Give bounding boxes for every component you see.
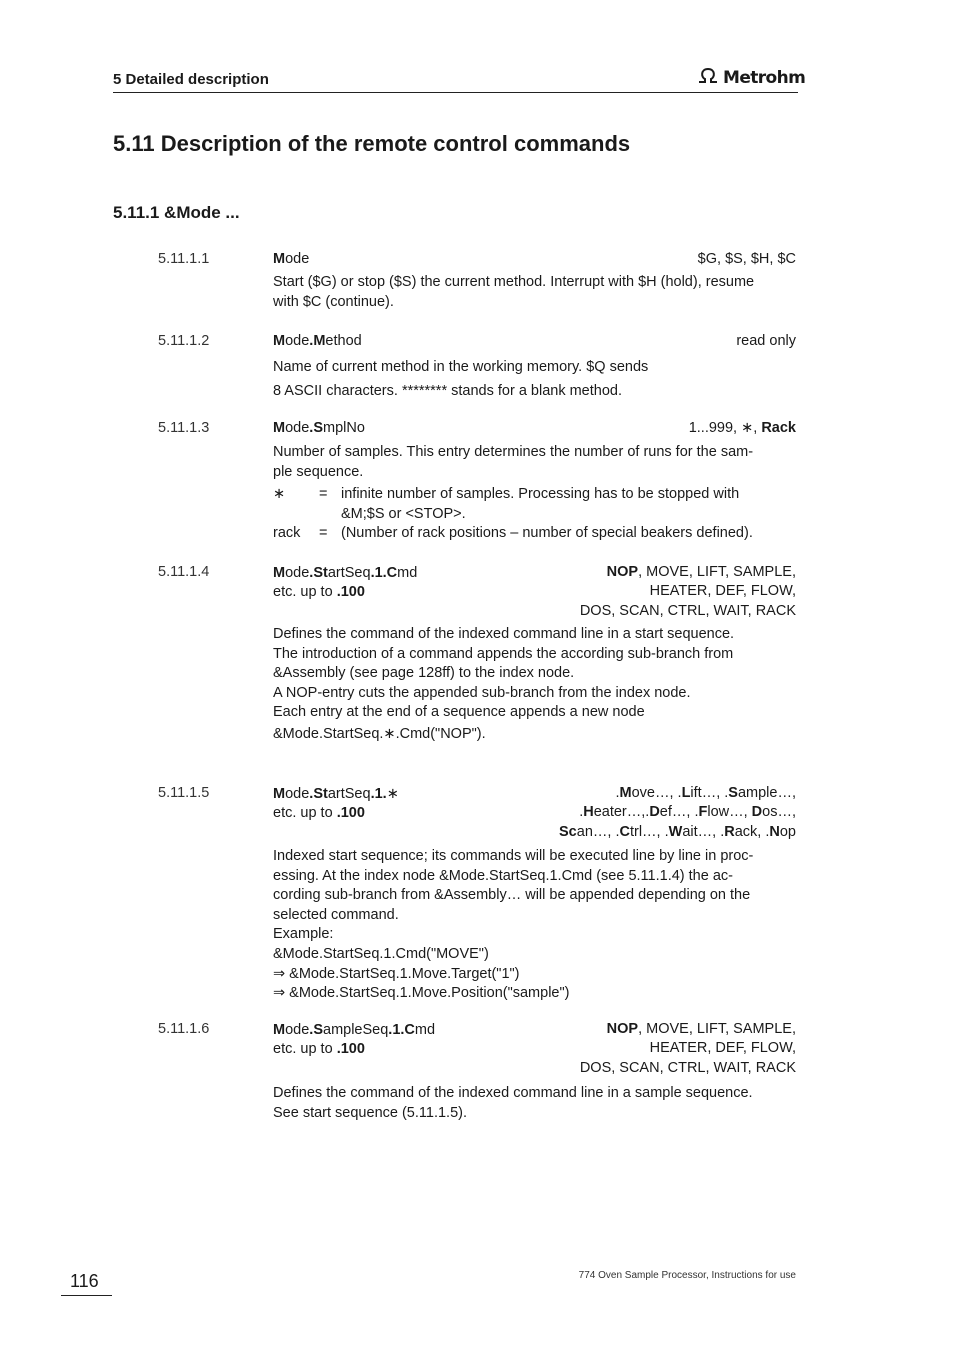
footer-rule [61, 1295, 112, 1296]
command-values: $G, $S, $H, $C [697, 251, 796, 267]
running-header-section: 5 Detailed description [113, 71, 269, 88]
command-values: NOP, MOVE, LIFT, SAMPLE, HEATER, DEF, FLOW, DOS, SCAN, CTRL, WAIT, RACK [579, 1021, 796, 1076]
command-name: Mode.StartSeq.1.∗ etc. up to .100 [273, 786, 399, 822]
page-number: 116 [70, 1271, 99, 1291]
entry-number: 5.11.1.3 [158, 420, 210, 436]
entry-number: 5.11.1.2 [158, 333, 210, 349]
brand-logo [697, 66, 805, 89]
entry-description: Indexed start sequence; its commands will be executed line by line in proc- essing. At the index node &Mode.StartSeq.1.Cmd (see 5.11.1.4) the ac- cording sub-branch from &Assembly… will be appended depending on the selected command. Example: &Mode.StartSeq.1.Cmd("MOVE") ⇒ &Mode.StartSeq.1.Move.Target("1") ⇒ &Mode.StartSeq.1.Move.Position("sample") [273, 848, 754, 1002]
section-title: 5.11 Description of the remote control commands [113, 131, 631, 156]
entry-number: 5.11.1.4 [158, 564, 210, 580]
command-name: Mode.SampleSeq.1.Cmd etc. up to .100 [273, 1022, 436, 1058]
definition-item: ∗ = infinite number of samples. Processing has to be stopped with [273, 486, 740, 502]
command-name: Mode.StartSeq.1.Cmd etc. up to .100 [273, 565, 418, 601]
command-values: 1...999, ∗, Rack [688, 420, 796, 436]
command-values: .Move…, .Lift…, .Sample…, .Heater…,.Def…, .Flow…, Dos…, Scan…, .Ctrl…, .Wait…, .Rack, .Nop [559, 785, 796, 840]
command-values: NOP, MOVE, LIFT, SAMPLE, HEATER, DEF, FLOW, DOS, SCAN, CTRL, WAIT, RACK [579, 564, 796, 619]
entry-number: 5.11.1.5 [158, 785, 210, 801]
document-title: 774 Oven Sample Processor, Instructions for use [578, 1270, 796, 1281]
header-rule [113, 92, 798, 93]
entry-number: 5.11.1.6 [158, 1021, 210, 1037]
brand-name: Metrohm [723, 67, 806, 88]
command-name: Mode.Method [273, 333, 362, 349]
command-values: read only [736, 333, 796, 349]
subsection-title: 5.11.1 &Mode ... [113, 203, 240, 222]
entry-number: 5.11.1.1 [158, 251, 210, 267]
entry-description: Defines the command of the indexed command line in a start sequence. The introduction of a command appends the according sub-branch from &Assembly (see page 128ff) to the index node. A NOP-entry cuts the appended sub-branch from the index node. Each entry at the end of a sequence appends a new node &Mode.StartSeq.∗.Cmd("NOP"). [273, 626, 735, 742]
entry-description: Start ($G) or stop ($S) the current method. Interrupt with $H (hold), resume with $C (continue). [273, 274, 755, 310]
definition-continuation: &M;$S or <STOP>. [341, 505, 466, 522]
definition-item: rack = (Number of rack positions – number of special beakers defined). [273, 525, 753, 542]
command-name: Mode [273, 251, 310, 267]
entry-description: Number of samples. This entry determines the number of runs for the sam- ple sequence. [273, 444, 754, 480]
definition-list [273, 485, 798, 544]
omega-logo-icon [697, 66, 719, 89]
entry-description: Name of current method in the working memory. $Q sends 8 ASCII characters. ******** stands for a blank method. [273, 359, 649, 399]
entry-description: Defines the command of the indexed command line in a sample sequence. See start sequence (5.11.1.5). [273, 1085, 753, 1121]
command-name: Mode.SmplNo [273, 420, 365, 436]
